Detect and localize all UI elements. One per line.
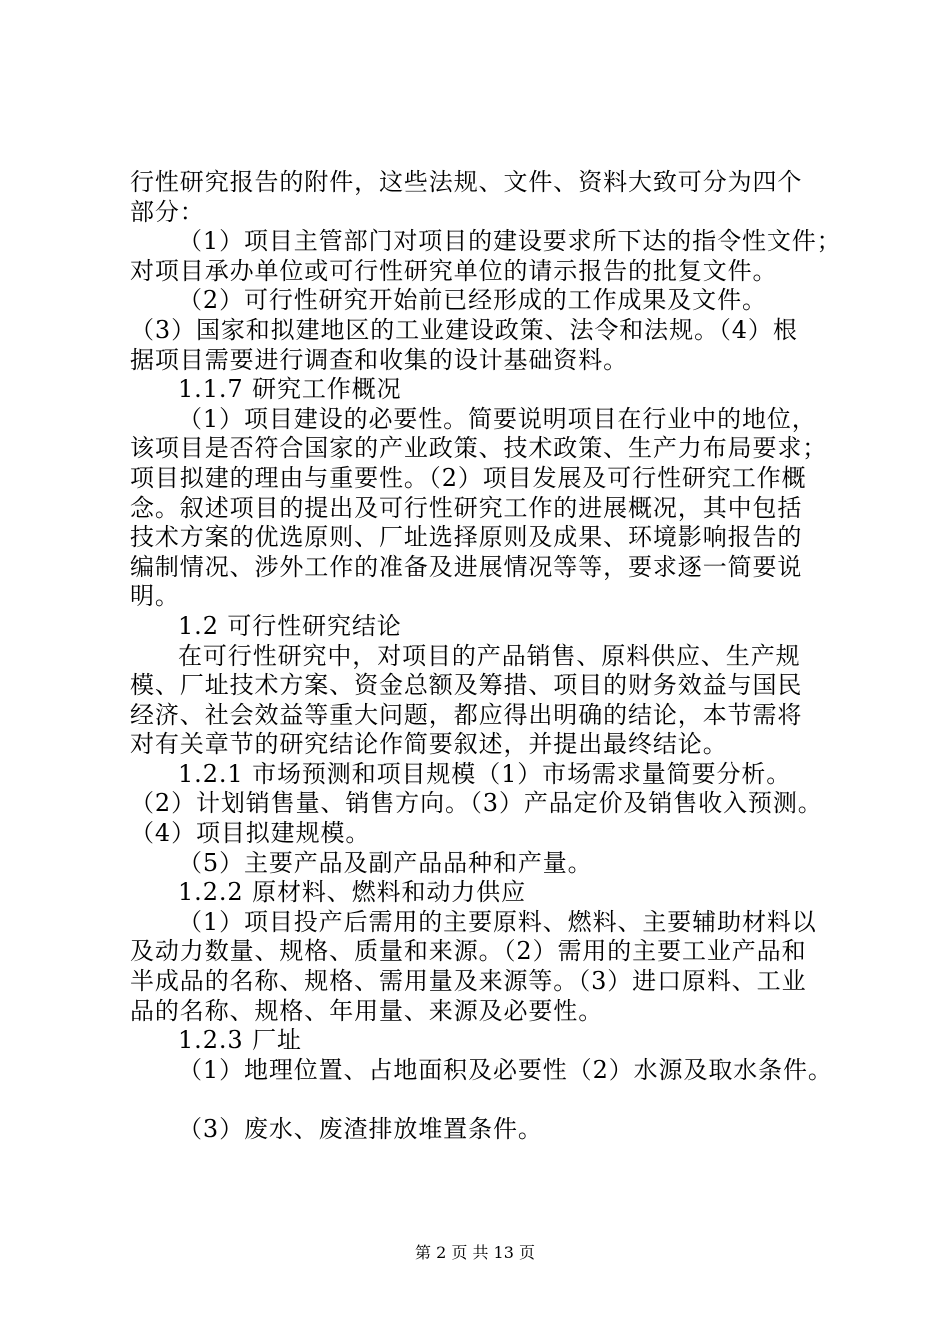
text-line: 1.2 可行性研究结论 [178,611,402,640]
text-line: 念。叙述项目的提出及可行性研究工作的进展概况，其中包括 [130,493,803,522]
text-line: 明。 [130,582,180,611]
page-footer: 第 2 页 共 13 页 [415,1243,535,1262]
text-line: （3）国家和拟建地区的工业建设政策、法令和法规。（4）根 [130,315,798,344]
document-body [130,168,842,1145]
text-line: 1.2.3 厂址 [178,1026,302,1055]
text-line: （1）项目投产后需用的主要原料、燃料、主要辅助材料以 [178,907,817,936]
text-line: 经济、社会效益等重大问题，都应得出明确的结论，本节需将 [130,700,803,729]
text-line: （2）可行性研究开始前已经形成的工作成果及文件。 [178,286,767,315]
text-line: 及动力数量、规格、质量和来源。（2）需用的主要工业产品和 [130,937,807,966]
text-line: （4）项目拟建规模。 [130,819,371,848]
text-line: 项目拟建的理由与重要性。（2）项目发展及可行性研究工作概 [130,463,807,492]
text-line: 部分： [130,197,205,226]
text-line: （5）主要产品及副产品品种和产量。 [178,848,593,877]
text-line: （2）计划销售量、销售方向。（3）产品定价及销售收入预测。 [130,789,823,818]
text-line: 对项目承办单位或可行性研究单位的请示报告的批复文件。 [130,256,778,285]
text-line: 半成品的名称、规格、需用量及来源等。（3）进口原料、工业 [130,967,807,996]
text-line: 技术方案的优选原则、厂址选择原则及成果、环境影响报告的 [130,523,803,552]
text-line: 品的名称、规格、年用量、来源及必要性。 [130,996,604,1025]
text-line: 在可行性研究中，对项目的产品销售、原料供应、生产规 [178,641,801,670]
text-line: 行性研究报告的附件，这些法规、文件、资料大致可分为四个 [130,168,803,196]
text-line: 模、厂址技术方案、资金总额及筹措、项目的财务效益与国民 [130,671,803,700]
text-line: 编制情况、涉外工作的准备及进展情况等等，要求逐一简要说 [130,552,803,581]
text-line: 对有关章节的研究结论作简要叙述，并提出最终结论。 [130,730,728,759]
text-line: （1）项目主管部门对项目的建设要求所下达的指令性文件； [178,227,842,256]
text-line: 1.1.7 研究工作概况 [178,375,402,404]
text-line [130,1085,830,1115]
text-line: 1.2.1 市场预测和项目规模（1）市场需求量简要分析。 [178,759,792,788]
text-line: （1）地理位置、占地面积及必要性（2）水源及取水条件。 [178,1055,833,1084]
text-line: （1）项目建设的必要性。简要说明项目在行业中的地位， [178,404,817,433]
text-line: 该项目是否符合国家的产业政策、技术政策、生产力布局要求； [130,434,828,463]
text-line: 1.2.2 原材料、燃料和动力供应 [178,878,526,907]
text-line: 据项目需要进行调查和收集的设计基础资料。 [130,345,628,374]
text-line: （3）废水、废渣排放堆置条件。 [178,1115,543,1143]
